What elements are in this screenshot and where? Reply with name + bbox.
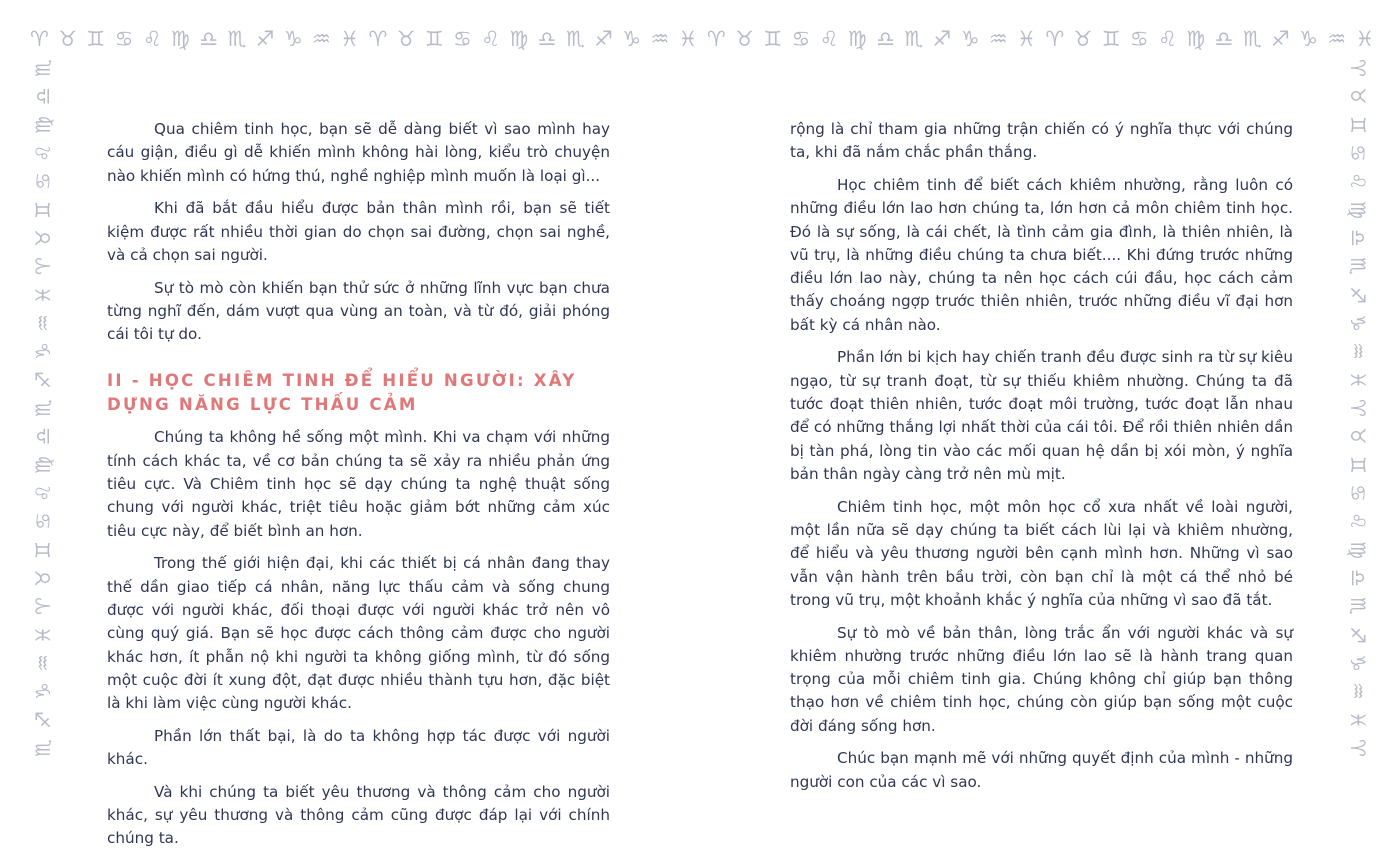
zodiac-glyph-icon: ♎ (31, 87, 55, 106)
zodiac-glyph-icon: ♍ (1186, 27, 1206, 51)
zodiac-glyph-icon: ♓ (31, 625, 55, 644)
zodiac-glyph-icon: ♓ (1346, 710, 1370, 729)
zodiac-glyph-icon: ♑ (1346, 313, 1370, 332)
zodiac-glyph-icon: ♌ (1346, 512, 1370, 531)
zodiac-glyph-icon: ♓ (340, 27, 360, 51)
zodiac-glyph-icon: ♉ (1073, 27, 1093, 51)
paragraph: Khi đã bắt đầu hiểu được bản thân mình rồi, bạn sẽ tiết kiệm được rất nhiều thời gian do chọn sai đường, chọn sai nghề, và cả chọn sai người. (107, 199, 610, 264)
zodiac-glyph-icon: ♎ (199, 27, 219, 51)
zodiac-glyph-icon: ♐ (1346, 285, 1370, 304)
zodiac-glyph-icon: ♏ (1346, 257, 1370, 276)
zodiac-glyph-icon: ♉ (58, 27, 78, 51)
zodiac-glyph-icon: ♋ (1129, 27, 1149, 51)
zodiac-glyph-icon: ♑ (283, 27, 303, 51)
right-column (790, 118, 1293, 803)
zodiac-glyph-icon: ♈ (1346, 738, 1370, 757)
zodiac-glyph-icon: ♋ (453, 27, 472, 51)
zodiac-glyph-icon: ♐ (255, 27, 275, 51)
zodiac-glyph-icon: ♑ (31, 342, 55, 361)
zodiac-glyph-icon: ♒ (650, 27, 670, 51)
zodiac-glyph-icon: ♈ (1346, 59, 1370, 77)
zodiac-glyph-icon: ♊ (86, 27, 106, 51)
zodiac-glyph-icon: ♏ (31, 398, 55, 417)
zodiac-glyph-icon: ♈ (706, 27, 726, 51)
zodiac-glyph-icon: ♊ (424, 27, 444, 51)
zodiac-glyph-icon: ♍ (31, 115, 55, 134)
zodiac-border-top (30, 24, 1375, 54)
paragraph: Chúng ta không hề sống một mình. Khi va chạm với những tính cách khác ta, về cơ bản chúng ta sẽ xảy ra nhiều phản ứng tiêu cực. Và Chiêm tinh học sẽ dạy chúng ta nghệ thuật sống chung với người khác, triệt tiêu hoặc giảm bớt những cảm xúc tiêu cực này, để biết bình an hơn. (107, 428, 610, 540)
left-column (107, 118, 610, 860)
zodiac-glyph-icon: ♊ (1346, 455, 1370, 474)
paragraph: Và khi chúng ta biết yêu thương và thông cảm cho người khác, sự yêu thương và thông cảm cũng được đáp lại với chính chúng ta. (107, 782, 610, 848)
zodiac-glyph-icon: ♍ (847, 27, 867, 51)
zodiac-glyph-icon: ♏ (227, 27, 247, 51)
paragraph: Phần lớn bi kịch hay chiến tranh đều được sinh ra từ sự kiêu ngạo, từ sự tranh đoạt, từ sự thiếu khiêm nhường. Chúng ta đã tước đoạt thiên nhiên, tước đoạt môi trường, tước đoạt lẫn nhau để có những thắng lợi nhất thời của cái tôi. Để rồi thiên nhiên dần bị tàn phá, lòng tin vào các mối quan hệ dần bị xói mòn, ý nghĩa bản thân ngày càng trở nên mù mịt. (790, 348, 1293, 483)
zodiac-glyph-icon: ♎ (1346, 229, 1370, 247)
zodiac-glyph-icon: ♏ (904, 27, 924, 51)
zodiac-glyph-icon: ♈ (30, 27, 49, 51)
zodiac-glyph-icon: ♏ (565, 27, 585, 51)
zodiac-glyph-icon: ♌ (31, 483, 55, 502)
zodiac-glyph-icon: ♋ (791, 27, 811, 51)
zodiac-glyph-icon: ♒ (312, 27, 331, 51)
zodiac-glyph-icon: ♒ (988, 27, 1008, 51)
paragraph: Học chiêm tinh để biết cách khiêm nhường, rằng luôn có những điều lớn lao hơn chúng ta, lớn hơn cả môn chiêm tinh học. Đó là sự sống, là cái chết, là tình cảm gia đình, là thiên nhiên, là vũ trụ, là những điều chúng ta chưa biết.... Khi đứng trước những điều lớn lao này, chúng ta nên học cách cúi đầu, học cách cảm thấy choáng ngợp trước thiên nhiên, trước những điều vĩ đại hơn bất kỳ cá nhân nào. (790, 175, 1293, 334)
zodiac-glyph-icon: ♐ (594, 27, 613, 51)
paragraph: Trong thế giới hiện đại, khi các thiết bị cá nhân đang thay thế dần giao tiếp cá nhân, năng lực thấu cảm và sống chung được với người khác, đối thoại được với người khác trở nên vô cùng quý giá. Bạn sẽ học được cách thông cảm được cho người khác hơn, ít phẫn nộ khi người ta không giống mình, từ đó sống một cuộc đời ít xung đột, đạt được nhiều thành tựu hơn, đặc biệt là khi làm việc cùng người khác. (107, 554, 610, 713)
zodiac-border-left (30, 58, 56, 758)
zodiac-glyph-icon: ♍ (171, 27, 190, 51)
zodiac-glyph-icon: ♏ (1242, 27, 1262, 51)
zodiac-glyph-icon: ♈ (368, 27, 388, 51)
paragraph: Chiêm tinh học, một môn học cổ xưa nhất về loài người, một lần nữa sẽ dạy chúng ta biết cách lùi lại và khiêm nhường, để hiểu và yêu thương người bên cạnh mình hơn. Những vì sao vẫn vận hành trên bầu trời, còn bạn chỉ là một cá thể nhỏ bé trong vũ trụ, một khoảnh khắc ý nghĩa của những vì sao đã tắt. (790, 497, 1293, 609)
zodiac-glyph-icon: ♓ (678, 27, 698, 51)
zodiac-glyph-icon: ♌ (31, 144, 55, 162)
zodiac-glyph-icon: ♒ (31, 653, 55, 672)
zodiac-glyph-icon: ♈ (1346, 398, 1370, 417)
zodiac-glyph-icon: ♐ (1270, 27, 1290, 51)
zodiac-glyph-icon: ♑ (1346, 653, 1370, 672)
paragraph: Sự tò mò còn khiến bạn thử sức ở những lĩnh vực bạn chưa từng nghĩ đến, dám vượt qua vùng an toàn, và từ đó, giải phóng cái tôi tự do. (107, 278, 610, 344)
paragraph-continuation: rộng là chỉ tham gia những trận chiến có ý nghĩa thực với chúng ta, khi đã nắm chắc phần thắng. (790, 120, 1293, 162)
zodiac-glyph-icon: ♒ (1346, 682, 1370, 701)
zodiac-glyph-icon: ♋ (31, 512, 55, 531)
zodiac-glyph-icon: ♒ (1327, 27, 1347, 51)
paragraph: Sự tò mò về bản thân, lòng trắc ẩn với người khác và sự khiêm nhường trước những điều lớn lao sẽ là hành trang quan trọng của mỗi chiêm tinh gia. Chúng không chỉ giúp bạn thông thạo hơn về chiêm tinh học, chúng còn giúp bạn sống một cuộc đời đáng sống hơn. (790, 623, 1293, 735)
zodiac-glyph-icon: ♐ (1346, 625, 1370, 644)
zodiac-glyph-icon: ♐ (31, 370, 55, 389)
zodiac-glyph-icon: ♉ (1346, 87, 1370, 106)
zodiac-glyph-icon: ♑ (960, 27, 980, 51)
zodiac-glyph-icon: ♊ (31, 540, 55, 559)
zodiac-glyph-icon: ♊ (1346, 115, 1370, 134)
zodiac-glyph-icon: ♑ (1299, 27, 1318, 51)
zodiac-glyph-icon: ♓ (31, 285, 55, 304)
zodiac-glyph-icon: ♈ (1045, 27, 1065, 51)
zodiac-glyph-icon: ♋ (1346, 483, 1370, 502)
zodiac-glyph-icon: ♋ (114, 27, 134, 51)
zodiac-glyph-icon: ♌ (819, 27, 839, 51)
paragraph: Phần lớn thất bại, là do ta không hợp tác được với người khác. (107, 726, 610, 769)
section-heading: II - HỌC CHIÊM TINH ĐỂ HIỂU NGƯỜI: XÂY DỰNG NĂNG LỰC THẤU CẢM (107, 371, 577, 414)
zodiac-border-right (1345, 58, 1371, 758)
zodiac-glyph-icon: ♈ (31, 257, 55, 276)
zodiac-glyph-icon: ♌ (481, 27, 501, 51)
zodiac-glyph-icon: ♓ (1355, 27, 1375, 51)
zodiac-glyph-icon: ♊ (763, 27, 783, 51)
zodiac-glyph-icon: ♑ (31, 682, 55, 701)
zodiac-glyph-icon: ♌ (1346, 172, 1370, 191)
zodiac-glyph-icon: ♈ (31, 597, 55, 616)
zodiac-glyph-icon: ♉ (1346, 427, 1370, 446)
zodiac-glyph-icon: ♉ (31, 229, 55, 247)
paragraph: Chúc bạn mạnh mẽ với những quyết định của mình - những người con của các vì sao. (790, 749, 1293, 791)
zodiac-glyph-icon: ♏ (31, 59, 55, 77)
zodiac-glyph-icon: ♎ (1346, 568, 1370, 587)
zodiac-glyph-icon: ♋ (31, 172, 55, 191)
zodiac-glyph-icon: ♏ (31, 738, 55, 757)
paragraph: Qua chiêm tinh học, bạn sẽ dễ dàng biết vì sao mình hay cáu giận, điều gì dễ khiến mình không hài lòng, kiểu trò chuyện nào khiến mình có hứng thú, nghề nghiệp mình muốn là loại gì... (107, 120, 610, 185)
zodiac-glyph-icon: ♍ (509, 27, 529, 51)
zodiac-glyph-icon: ♊ (31, 200, 55, 219)
zodiac-glyph-icon: ♐ (932, 27, 952, 51)
zodiac-glyph-icon: ♎ (1214, 27, 1234, 51)
zodiac-glyph-icon: ♍ (1346, 540, 1370, 559)
zodiac-glyph-icon: ♍ (31, 455, 55, 474)
zodiac-glyph-icon: ♌ (142, 27, 162, 51)
zodiac-glyph-icon: ♎ (31, 427, 55, 446)
zodiac-glyph-icon: ♎ (537, 27, 557, 51)
zodiac-glyph-icon: ♒ (31, 313, 55, 332)
zodiac-glyph-icon: ♒ (1346, 342, 1370, 361)
zodiac-glyph-icon: ♌ (1158, 27, 1177, 51)
zodiac-glyph-icon: ♉ (31, 568, 55, 587)
zodiac-glyph-icon: ♐ (31, 710, 55, 729)
zodiac-glyph-icon: ♉ (396, 27, 416, 51)
zodiac-glyph-icon: ♋ (1346, 144, 1370, 162)
zodiac-glyph-icon: ♎ (876, 27, 895, 51)
zodiac-glyph-icon: ♓ (1017, 27, 1036, 51)
zodiac-glyph-icon: ♍ (1346, 200, 1370, 219)
zodiac-glyph-icon: ♏ (1346, 597, 1370, 616)
zodiac-glyph-icon: ♓ (1346, 370, 1370, 389)
zodiac-glyph-icon: ♊ (1101, 27, 1121, 51)
zodiac-glyph-icon: ♉ (735, 27, 754, 51)
zodiac-glyph-icon: ♑ (622, 27, 642, 51)
